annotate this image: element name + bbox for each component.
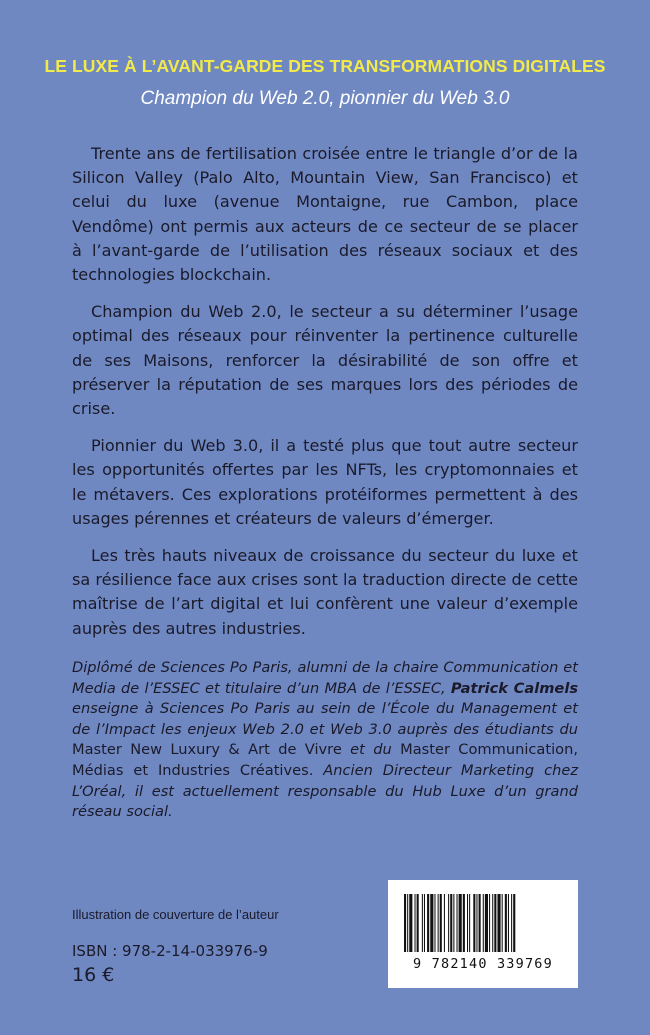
description-paragraph: Pionnier du Web 3.0, il a testé plus que tout autre secteur les opportunités offertes par les NFTs, les cryptomonnaies et le métavers. Ces explorations protéiformes permettent à des usages pérennes et créateurs de valeurs d’émerger. bbox=[72, 436, 578, 528]
barcode-bar bbox=[422, 894, 423, 952]
illustration-credit: Illustration de couverture de l’auteur bbox=[72, 907, 279, 922]
barcode-bar bbox=[476, 894, 477, 952]
author-bio bbox=[72, 658, 578, 823]
barcode-bar bbox=[494, 894, 496, 952]
barcode-bar bbox=[479, 894, 481, 952]
barcode-bar bbox=[469, 894, 470, 952]
book-subtitle: Champion du Web 2.0, pionnier du Web 3.0 bbox=[140, 88, 510, 109]
barcode-bar bbox=[430, 894, 433, 952]
barcode-bar bbox=[438, 894, 439, 952]
barcode-bar bbox=[407, 894, 408, 952]
barcode-bar bbox=[497, 894, 500, 952]
isbn: ISBN : 978-2-14-033976-9 bbox=[72, 942, 268, 960]
barcode-bar bbox=[424, 894, 425, 952]
description-paragraph: Les très hauts niveaux de croissance du secteur du luxe et sa résilience face aux crises sont la traduction directe de cette maîtrise de l’art digital et lui confèrent une valeur d’exemple auprès des autres industries. bbox=[72, 546, 578, 638]
bio-master-name: Master Communication, Médias et Industries Créatives. bbox=[72, 741, 578, 779]
bio-text: et du bbox=[350, 741, 392, 759]
book-title: LE LUXE À L’AVANT-GARDE DES TRANSFORMATIONS DIGITALES bbox=[44, 56, 606, 76]
barcode-bar bbox=[459, 894, 462, 952]
author-name: Patrick Calmels bbox=[450, 679, 579, 697]
barcode-bar bbox=[427, 894, 429, 952]
bio-text: Diplômé de Sciences Po Paris, alumni de la chaire Communication et Media de l’ESSEC et titulaire d’un MBA de l’ESSEC, bbox=[72, 659, 578, 697]
barcode-bar bbox=[505, 894, 507, 952]
barcode-bar bbox=[483, 894, 484, 952]
description-paragraph: Champion du Web 2.0, le secteur a su déterminer l’usage optimal des réseaux pour réinventer la pertinence culturelle de ses Maisons, renforcer la désirabilité de son offre et préserver la réputation de ses marques lors des périodes de crise. bbox=[72, 302, 578, 419]
back-cover-description bbox=[72, 142, 578, 654]
barcode-bar bbox=[404, 894, 406, 952]
barcode-bar bbox=[485, 894, 488, 952]
barcode-bar bbox=[444, 894, 445, 952]
barcode-bar bbox=[463, 894, 465, 952]
barcode-bar bbox=[448, 894, 449, 952]
bio-text: enseigne à Sciences Po Paris au sein de l’École du Management et de l’Impact les enjeux Web 2.0 et Web 3.0 auprès des étudiants du bbox=[72, 700, 578, 738]
price: 16 € bbox=[72, 964, 115, 986]
barcode-bar bbox=[415, 894, 416, 952]
barcode-bars bbox=[400, 894, 566, 954]
bio-text: Ancien Directeur Marketing chez L’Oréal, il est actuellement responsable du Hub Luxe d’un grand réseau social. bbox=[72, 761, 578, 821]
description-paragraph: Trente ans de fertilisation croisée entre le triangle d’or de la Silicon Valley (Palo Alto, Mountain View, San Francisco) et celui du luxe (avenue Montaigne, rue Cambon, place Vendôme) ont permis aux acteurs de ce secteur de se placer à l’avant-garde de l’utilisation des réseaux sociaux et des technologies blockchain. bbox=[72, 144, 578, 285]
barcode-bar bbox=[489, 894, 490, 952]
barcode-number: 9 782140 339769 bbox=[413, 956, 553, 972]
bio-master-name: Master New Luxury & Art de Vivre bbox=[72, 741, 342, 759]
barcode-bar bbox=[440, 894, 442, 952]
barcode-bar bbox=[467, 894, 468, 952]
barcode-bar bbox=[457, 894, 458, 952]
barcode-bar bbox=[409, 894, 412, 952]
barcode-bar bbox=[508, 894, 509, 952]
barcode-bar bbox=[473, 894, 475, 952]
barcode-bar bbox=[450, 894, 452, 952]
barcode-bar bbox=[511, 894, 512, 952]
barcode-bar bbox=[417, 894, 419, 952]
barcode-bar bbox=[492, 894, 493, 952]
barcode-bar bbox=[434, 894, 435, 952]
barcode-bar bbox=[453, 894, 454, 952]
barcode-bar bbox=[513, 894, 515, 952]
barcode bbox=[388, 880, 578, 988]
barcode-bar bbox=[502, 894, 503, 952]
